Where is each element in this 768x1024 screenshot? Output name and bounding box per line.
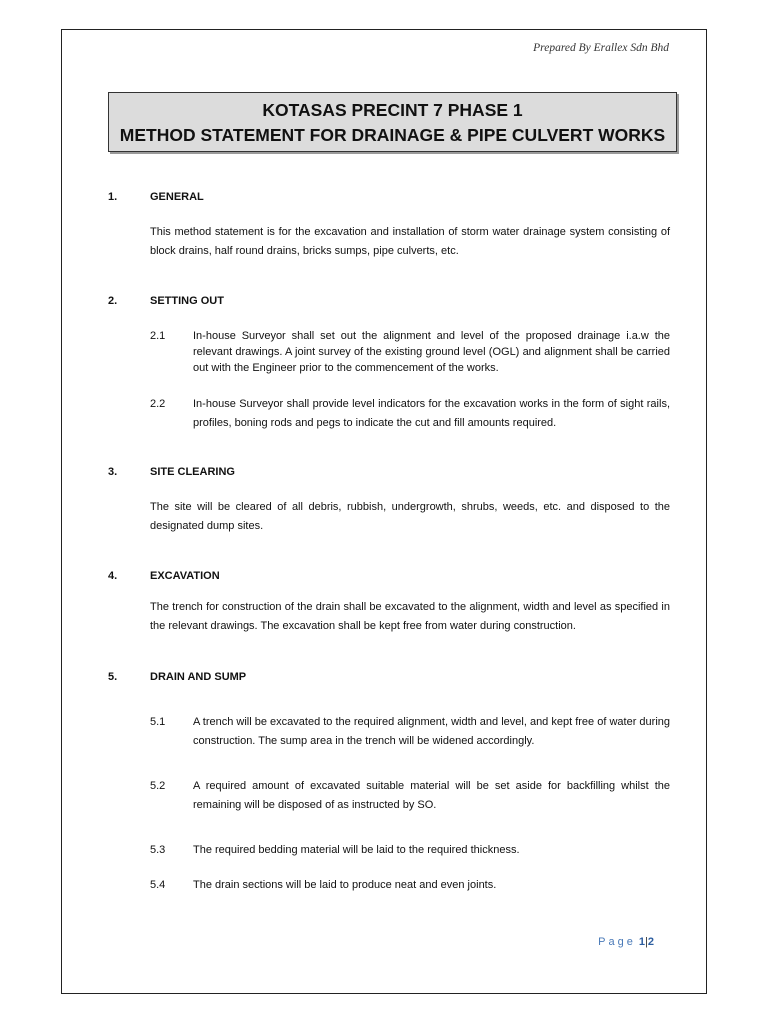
item-number: 5.1 [150, 716, 166, 728]
item-text: A required amount of excavated suitable material will be set aside for backfilling whilst the remaining will be disposed of as instructed by SO. [193, 780, 670, 811]
page-footer [598, 936, 654, 948]
section-heading-setting-out: SETTING OUT [150, 295, 224, 307]
item-number: 5.2 [150, 780, 166, 792]
section-number: 1. [108, 191, 118, 203]
section-number: 3. [108, 466, 118, 478]
item-number: 2.2 [150, 398, 166, 410]
item-text: The drain sections will be laid to produce neat and even joints. [193, 879, 497, 891]
title-line-1: KOTASAS PRECINT 7 PHASE 1 [262, 100, 523, 120]
prepared-by: Prepared By Erallex Sdn Bhd [533, 42, 669, 54]
item-number: 2.1 [150, 330, 166, 342]
section-paragraph: This method statement is for the excavation and installation of storm water drainage system consisting of block drains, half round drains, bricks sumps, pipe culverts, etc. [150, 226, 670, 257]
section-number: 2. [108, 295, 118, 307]
item-text: A trench will be excavated to the required alignment, width and level, and kept free of water during construction. The sump area in the trench will be widened accordingly. [193, 716, 670, 747]
section-heading-excavation: EXCAVATION [150, 570, 220, 582]
section-paragraph: The site will be cleared of all debris, rubbish, undergrowth, shrubs, weeds, etc. and disposed to the designated dump sites. [150, 501, 670, 532]
page-total: 2 [647, 936, 654, 948]
section-heading-general: GENERAL [150, 191, 204, 203]
item-text: The required bedding material will be laid to the required thickness. [193, 844, 520, 856]
item-number: 5.4 [150, 879, 166, 891]
section-paragraph: The trench for construction of the drain shall be excavated to the alignment, width and level as specified in the relevant drawings. The excavation shall be kept free from water during construction. [150, 601, 670, 632]
item-text: In-house Surveyor shall provide level indicators for the excavation works in the form of sight rails, profiles, boning rods and pegs to indicate the cut and fill amounts required. [193, 398, 670, 429]
item-text: In-house Surveyor shall set out the alignment and level of the proposed drainage i.a.w the relevant drawings. A joint survey of the existing ground level (OGL) and alignment shall be carried out with the Engineer prior to the commencement of the works. [193, 330, 670, 374]
title-line-2: METHOD STATEMENT FOR DRAINAGE & PIPE CULVERT WORKS [119, 125, 666, 145]
item-number: 5.3 [150, 844, 166, 856]
page-label: Page [598, 936, 636, 948]
page-separator: | [645, 936, 648, 948]
section-heading-site-clearing: SITE CLEARING [150, 466, 235, 478]
section-number: 5. [108, 671, 118, 683]
section-heading-drain-and-sump: DRAIN AND SUMP [150, 671, 247, 683]
title-box [108, 92, 677, 152]
section-number: 4. [108, 570, 118, 582]
page-current: 1 [638, 936, 646, 948]
